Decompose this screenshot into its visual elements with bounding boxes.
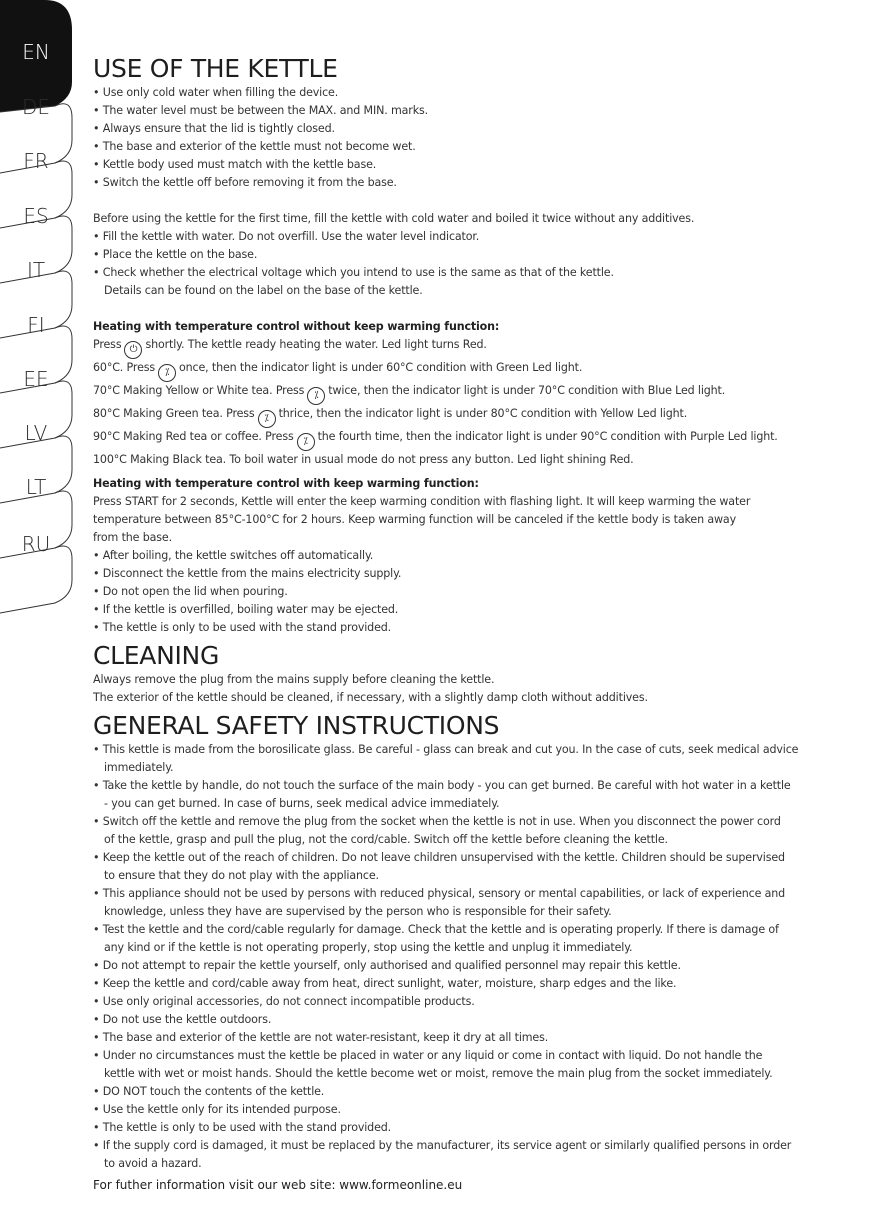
power-icon: ⏻ bbox=[124, 341, 142, 359]
safety-item: • Use only original accessories, do not connect incompatible products. bbox=[93, 995, 475, 1008]
safety-item-continuation: any kind or if the kettle is not operating properly, stop using the kettle and unplug it immediately. bbox=[104, 941, 633, 954]
temperature-button-icon: ⁒ bbox=[258, 410, 276, 428]
temperature-button-icon: ⁒ bbox=[307, 387, 325, 405]
safety-item-continuation: immediately. bbox=[104, 761, 174, 774]
language-tabs-graphic bbox=[0, 0, 80, 620]
safety-item: • If the supply cord is damaged, it must be replaced by the manufacturer, its service agent or similarly qualified persons in order bbox=[93, 1139, 792, 1152]
cleaning-line: Always remove the plug from the mains supply before cleaning the kettle. bbox=[93, 673, 495, 686]
tab-ru[interactable]: RU bbox=[21, 532, 51, 556]
section-title-safety: GENERAL SAFETY INSTRUCTIONS bbox=[93, 711, 500, 740]
cleaning-line: The exterior of the kettle should be cleaned, if necessary, with a slightly damp cloth without additives. bbox=[93, 691, 648, 704]
bullet: • Disconnect the kettle from the mains electricity supply. bbox=[93, 567, 402, 580]
safety-item: • Test the kettle and the cord/cable regularly for damage. Check that the kettle and is operating properly. If there is damage of bbox=[93, 923, 779, 936]
safety-item: • Take the kettle by handle, do not touch the surface of the main body - you can get burned. Be careful with hot water in a kettle bbox=[93, 779, 791, 792]
safety-list bbox=[93, 741, 805, 1173]
temperature-button-icon: ⁒ bbox=[158, 364, 176, 382]
bullet: • Place the kettle on the base. bbox=[93, 248, 258, 261]
heat-line: 60°C. Press ⁒ once, then the indicator light is under 60°C condition with Green Led light. bbox=[93, 359, 805, 382]
warming-title: Heating with temperature control with keep warming function: bbox=[93, 477, 479, 490]
bullet: • The water level must be between the MAX. and MIN. marks. bbox=[93, 104, 428, 117]
safety-item: • Do not use the kettle outdoors. bbox=[93, 1013, 272, 1026]
safety-item-continuation: knowledge, unless they have are supervised by the person who is responsible for their safety. bbox=[104, 905, 612, 918]
bullet: • The kettle is only to be used with the stand provided. bbox=[93, 621, 392, 634]
safety-item: • Do not attempt to repair the kettle yourself, only authorised and qualified personnel may repair this kettle. bbox=[93, 959, 681, 972]
safety-item: • DO NOT touch the contents of the kettle. bbox=[93, 1085, 325, 1098]
bullet: • The base and exterior of the kettle must not become wet. bbox=[93, 140, 416, 153]
manual-content bbox=[93, 54, 805, 1195]
first-use-text: Before using the kettle for the first time, fill the kettle with cold water and boiled it twice without any additives. bbox=[93, 212, 695, 225]
footer-website: For futher information visit our web site: www.formeonline.eu bbox=[93, 1178, 463, 1192]
bullet: • Fill the kettle with water. Do not overfill. Use the water level indicator. bbox=[93, 230, 480, 243]
bullet: • Use only cold water when filling the device. bbox=[93, 86, 339, 99]
safety-item-continuation: of the kettle, grasp and pull the plug, not the cord/cable. Switch off the kettle before cleaning the kettle. bbox=[104, 833, 668, 846]
warm-line: from the base. bbox=[93, 531, 172, 544]
safety-item: • This appliance should not be used by persons with reduced physical, sensory or mental capabilities, or lack of experience and bbox=[93, 887, 786, 900]
safety-item: • Keep the kettle out of the reach of children. Do not leave children unsupervised with the kettle. Children should be supervised bbox=[93, 851, 785, 864]
heat-line: 100°C Making Black tea. To boil water in usual mode do not press any button. Led light shining Red. bbox=[93, 453, 634, 466]
tab-de[interactable]: DE bbox=[21, 95, 51, 119]
bullet: • Always ensure that the lid is tightly closed. bbox=[93, 122, 335, 135]
language-tabs bbox=[0, 0, 80, 620]
heat-line: Press ⏻ shortly. The kettle ready heating the water. Led light turns Red. bbox=[93, 336, 805, 359]
warm-line: Press START for 2 seconds, Kettle will enter the keep warming condition with flashing light. It will keep warming the water bbox=[93, 495, 751, 508]
tab-en[interactable]: EN bbox=[22, 40, 50, 64]
section-title-cleaning: CLEANING bbox=[93, 641, 220, 670]
heat-line: 90°C Making Red tea or coffee. Press ⁒ the fourth time, then the indicator light is under 90°C condition with Purple Led light. bbox=[93, 428, 805, 451]
bullet: • After boiling, the kettle switches off automatically. bbox=[93, 549, 374, 562]
temperature-button-icon: ⁒ bbox=[297, 433, 315, 451]
bullet-continuation: Details can be found on the label on the base of the kettle. bbox=[104, 284, 423, 297]
tab-fr[interactable]: FR bbox=[23, 149, 49, 173]
bullet: • Do not open the lid when pouring. bbox=[93, 585, 288, 598]
bullet: • If the kettle is overfilled, boiling water may be ejected. bbox=[93, 603, 399, 616]
safety-item: • The kettle is only to be used with the stand provided. bbox=[93, 1121, 392, 1134]
bullet: • Kettle body used must match with the kettle base. bbox=[93, 158, 377, 171]
section-title-use: USE OF THE KETTLE bbox=[93, 54, 338, 83]
tab-lv[interactable]: LV bbox=[24, 421, 48, 445]
safety-item-continuation: - you can get burned. In case of burns, seek medical advice immediately. bbox=[104, 797, 500, 810]
safety-item: • Under no circumstances must the kettle be placed in water or any liquid or come in contact with liquid. Do not handle the bbox=[93, 1049, 763, 1062]
heat-line: 80°C Making Green tea. Press ⁒ thrice, then the indicator light is under 80°C condition with Yellow Led light. bbox=[93, 405, 805, 428]
safety-item-continuation: to ensure that they do not play with the appliance. bbox=[104, 869, 379, 882]
tab-es[interactable]: ES bbox=[23, 204, 49, 228]
safety-item: • Use the kettle only for its intended purpose. bbox=[93, 1103, 341, 1116]
tab-ee[interactable]: EE bbox=[23, 367, 49, 391]
bullet: • Check whether the electrical voltage which you intend to use is the same as that of the kettle. bbox=[93, 266, 614, 279]
safety-item: • The base and exterior of the kettle are not water-resistant, keep it dry at all times. bbox=[93, 1031, 549, 1044]
safety-item: • Switch off the kettle and remove the plug from the socket when the kettle is not in use. When you disconnect the power cord bbox=[93, 815, 781, 828]
tab-lt[interactable]: LT bbox=[25, 475, 47, 499]
bullet: • Switch the kettle off before removing it from the base. bbox=[93, 176, 397, 189]
safety-item-continuation: kettle with wet or moist hands. Should the kettle become wet or moist, remove the main plug from the socket immediately. bbox=[104, 1067, 773, 1080]
safety-item: • Keep the kettle and cord/cable away from heat, direct sunlight, water, moisture, sharp edges and the like. bbox=[93, 977, 677, 990]
tab-it[interactable]: IT bbox=[26, 258, 46, 282]
heating-title: Heating with temperature control without keep warming function: bbox=[93, 320, 500, 333]
safety-item: • This kettle is made from the borosilicate glass. Be careful - glass can break and cut you. In the case of cuts, seek medical advice bbox=[93, 743, 799, 756]
warm-line: temperature between 85°C-100°C for 2 hours. Keep warming function will be canceled if the kettle body is taken away bbox=[93, 513, 736, 526]
safety-item-continuation: to avoid a hazard. bbox=[104, 1157, 202, 1170]
heat-line: 70°C Making Yellow or White tea. Press ⁒ twice, then the indicator light is under 70°C condition with Blue Led light. bbox=[93, 382, 805, 405]
tab-fi[interactable]: FI bbox=[27, 313, 45, 337]
